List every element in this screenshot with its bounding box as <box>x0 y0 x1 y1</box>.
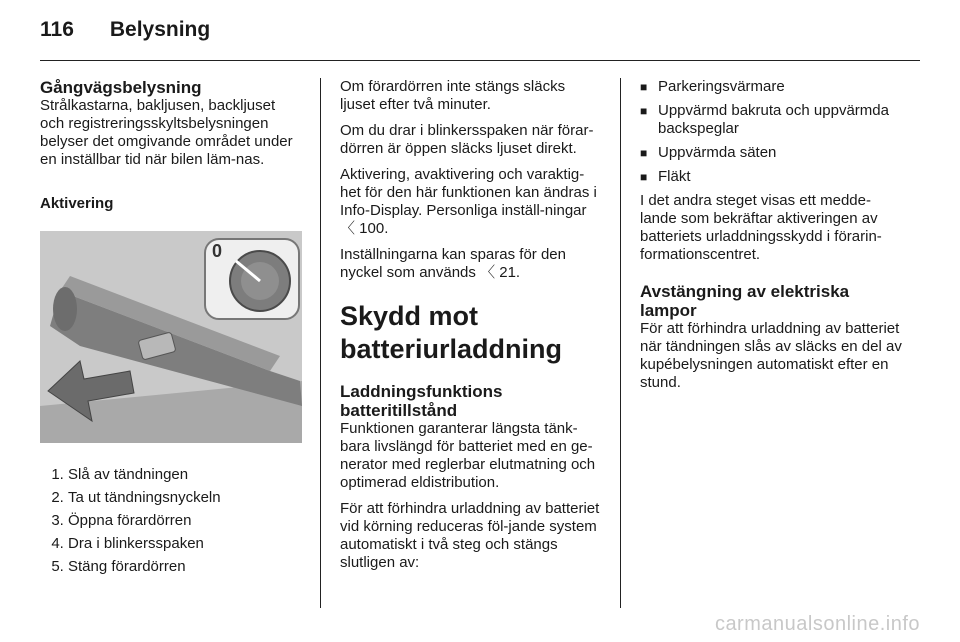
column-divider <box>320 78 321 608</box>
paragraph: Funktionen garanterar längsta tänk-bara livslängd för batteriet med en ge-nerator med reglerbar elutmatning och optimerad eldistribution. <box>340 420 596 491</box>
section-heading: Gångvägsbelysning <box>40 78 202 97</box>
list-item: 5. Stäng förardörren <box>68 559 302 575</box>
stalk-illustration <box>40 231 302 443</box>
section-heading-lamps: Avstängning av elektriska lampor <box>640 282 850 320</box>
steps-list <box>40 467 302 575</box>
turn-signal-stalk-image <box>40 231 302 443</box>
subheading-aktivering: Aktivering <box>40 195 114 212</box>
intro-paragraph: Strålkastarna, bakljusen, backljuset och registreringsskyltsbelysningen belyser det omgivande området under en inställbar tid när bilen läm-nas. <box>40 97 293 168</box>
list-item: 2. Ta ut tändningsnyckeln <box>68 490 302 506</box>
column-3 <box>640 78 902 400</box>
paragraph: Inställningarna kan sparas för den nyckel som används 〈 21. <box>340 246 566 281</box>
paragraph: I det andra steget visas ett medde-lande som bekräftar aktiveringen av batteriets urladdningsskydd i förarin-formationscentret. <box>640 192 882 263</box>
paragraph: För att förhindra urladdning av batteriet vid körning reduceras föl-jande system automatiskt i två steg och stängs slutligen av: <box>340 500 600 571</box>
paragraph: Om förardörren inte stängs släcks ljuset efter två minuter. <box>340 78 566 113</box>
page-number: 116 <box>40 18 74 41</box>
column-divider <box>620 78 621 608</box>
list-item: ■ Uppvärmda säten <box>640 144 902 162</box>
reduced-systems-list <box>640 78 902 186</box>
column-2 <box>340 78 602 580</box>
section-heading-battery: Skydd mot batteriurladdning <box>340 301 562 364</box>
subheading-charging: Laddningsfunktions batteritillstånd <box>340 382 503 420</box>
list-item: 3. Öppna förardörren <box>68 513 302 529</box>
watermark: carmanualsonline.info <box>714 613 920 635</box>
list-item: ■ Parkeringsvärmare <box>640 78 902 96</box>
column-1 <box>40 78 302 582</box>
list-item: ■ Uppvärmd bakruta och uppvärmda backspeglar <box>640 102 902 138</box>
header-rule <box>40 60 920 61</box>
page-header <box>40 18 210 42</box>
list-item: ■ Fläkt <box>640 168 902 186</box>
key-position-label: 0 <box>212 241 223 261</box>
page-title: Belysning <box>109 18 211 41</box>
paragraph: För att förhindra urladdning av batteriet när tändningen slås av släcks en del av kupébelysningen automatiskt efter en stund. <box>640 320 902 391</box>
list-item: 1. Slå av tändningen <box>68 467 302 483</box>
list-item: 4. Dra i blinkersspaken <box>68 536 302 552</box>
paragraph: Om du drar i blinkersspaken när förar-dörren är öppen släcks ljuset direkt. <box>340 122 594 157</box>
paragraph: Aktivering, avaktivering och varaktig-het för den här funktionen kan ändras i Info-Display. Personliga inställ-ningar 〈 100. <box>340 166 597 237</box>
